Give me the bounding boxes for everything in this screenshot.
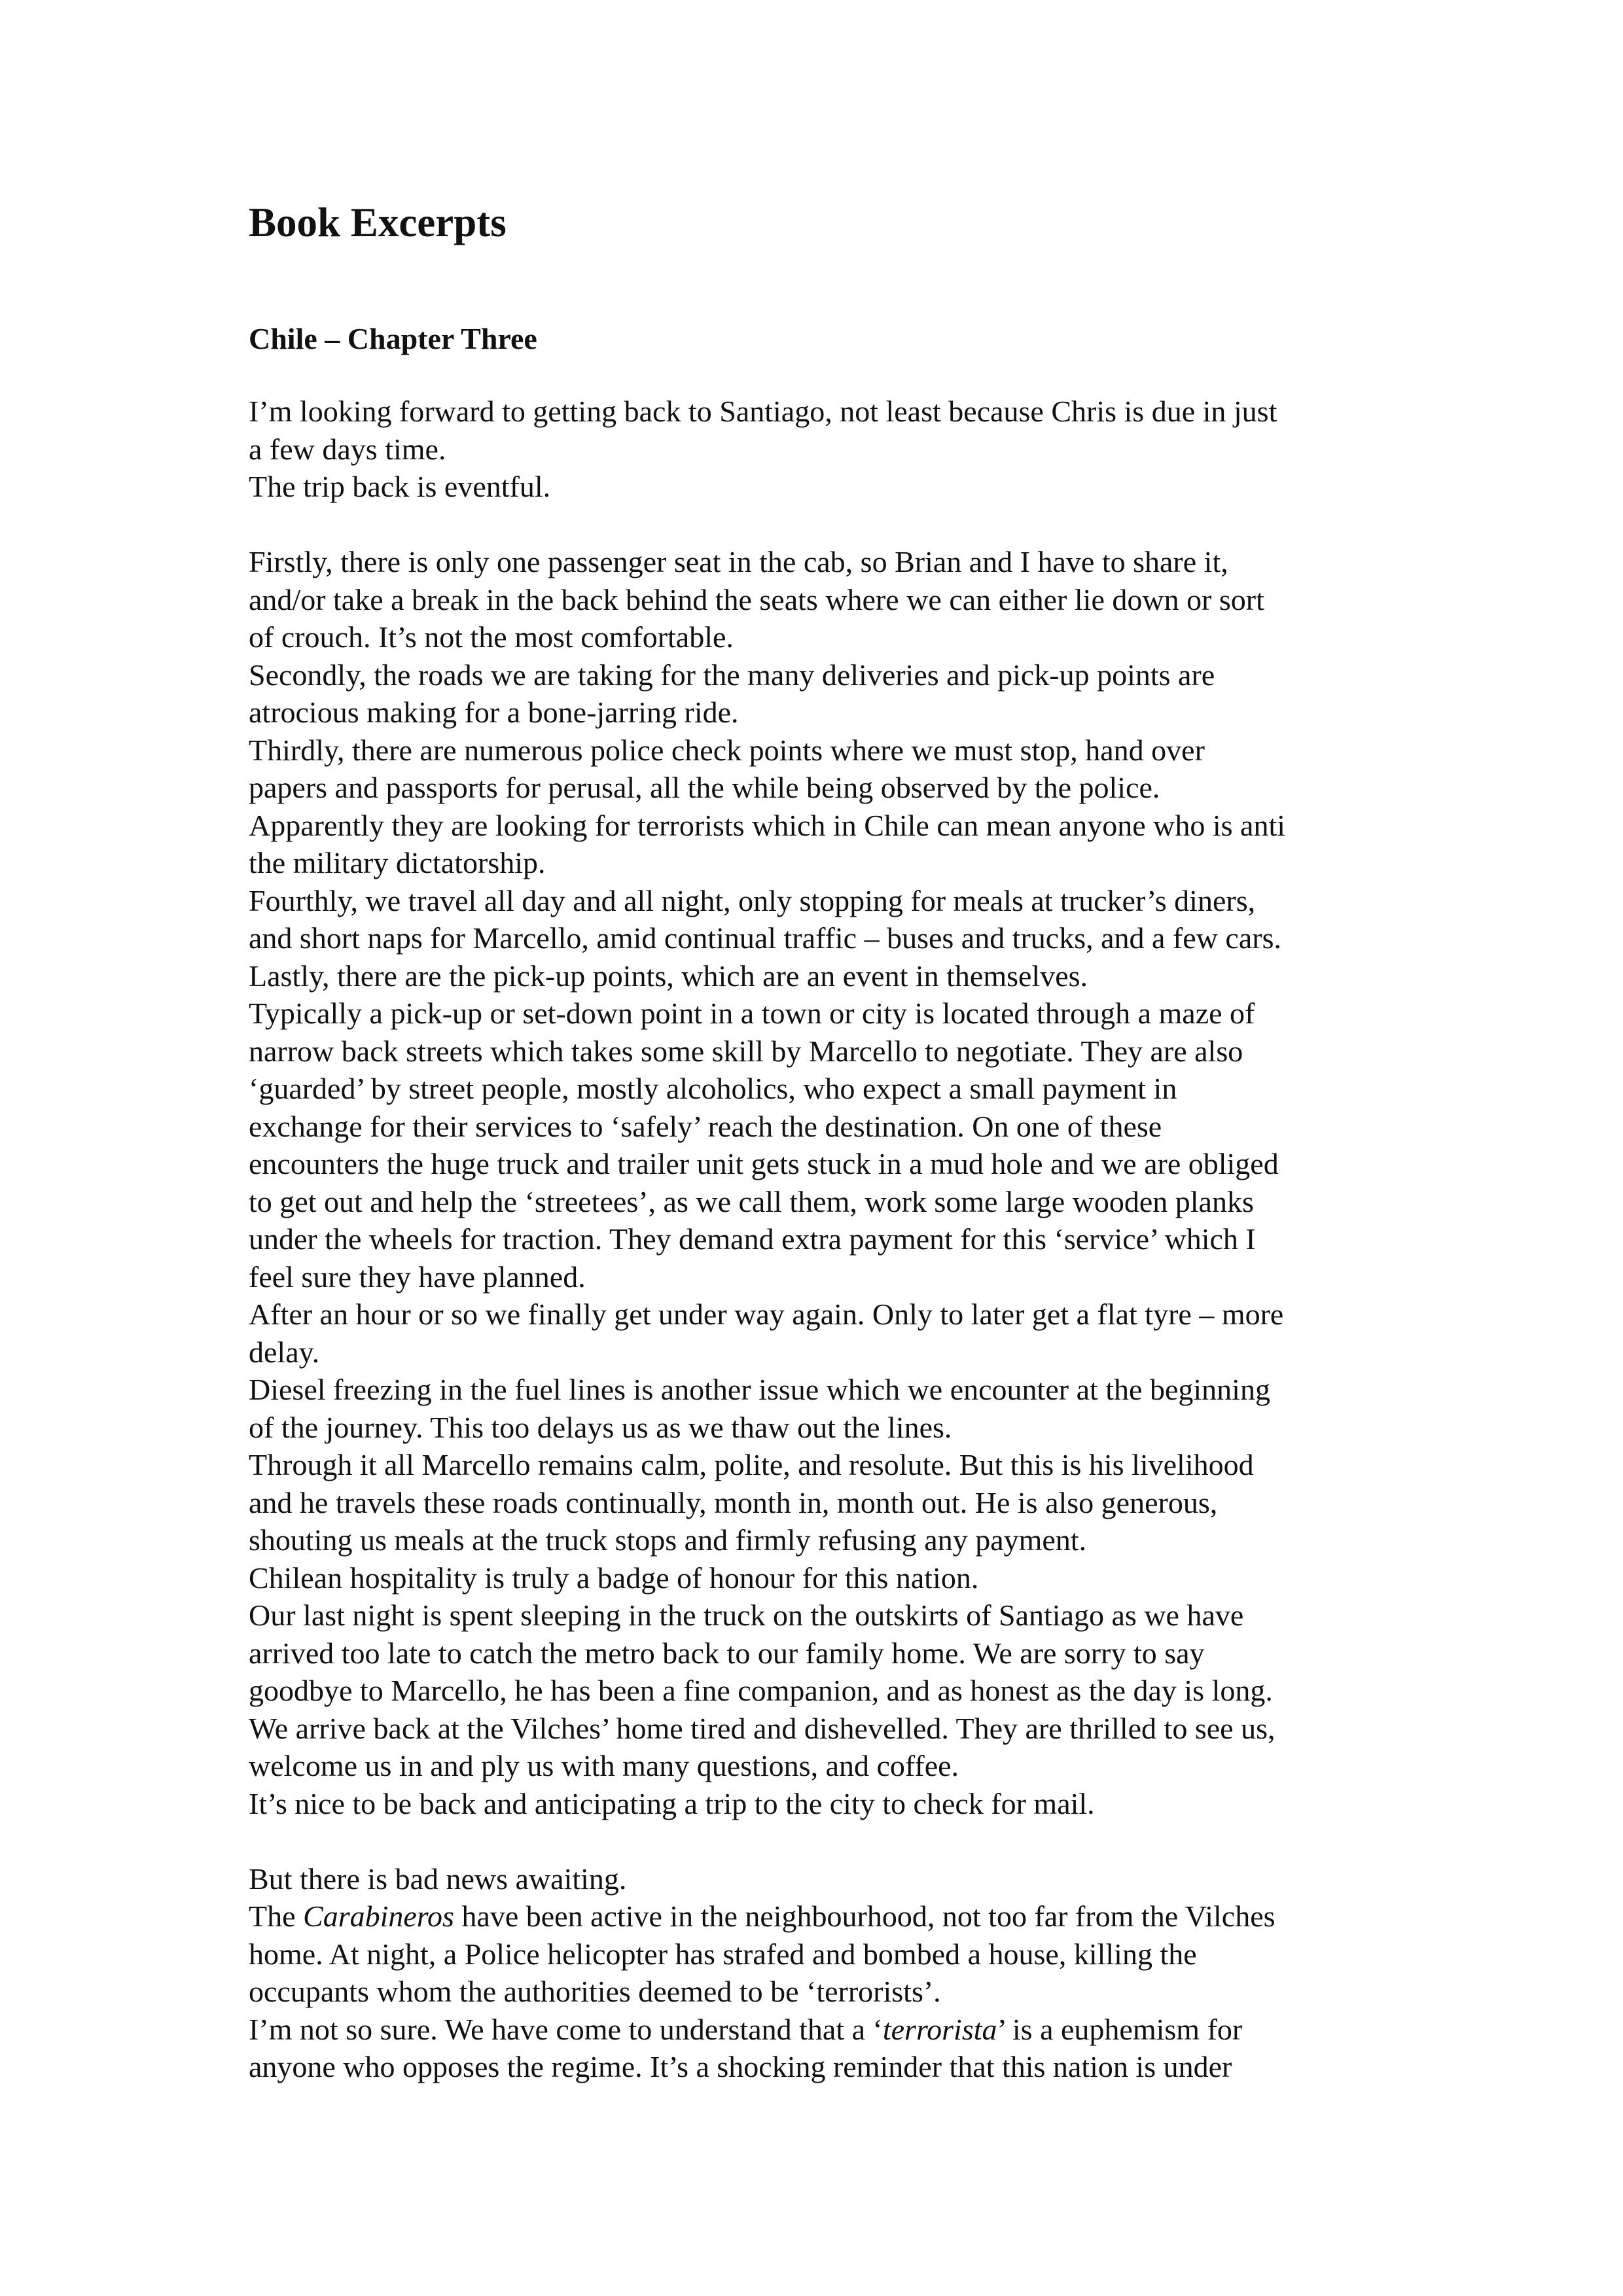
italic-term-terrorista: terrorista xyxy=(882,2012,997,2046)
text-line: exchange for their services to ‘safely’ reach the destination. On one of these xyxy=(249,1109,1162,1143)
text-line: of crouch. It’s not the most comfortable. xyxy=(249,620,734,654)
text-line: home. At night, a Police helicopter has strafed and bombed a house, killing the xyxy=(249,1937,1197,1971)
text-line: arrived too late to catch the metro back to our family home. We are sorry to say xyxy=(249,1636,1205,1670)
text-line: feel sure they have planned. xyxy=(249,1260,586,1294)
text-line: atrocious making for a bone-jarring ride. xyxy=(249,696,739,729)
italic-term-carabineros: Carabineros xyxy=(303,1899,454,1933)
text-line: anyone who opposes the regime. It’s a shocking reminder that this nation is under xyxy=(249,2050,1232,2083)
page-title: Book Excerpts xyxy=(249,200,507,245)
text-line: encounters the huge truck and trailer unit gets stuck in a mud hole and we are obliged xyxy=(249,1147,1279,1180)
text-line: Fourthly, we travel all day and all night, only stopping for meals at trucker’s diners, xyxy=(249,883,1256,917)
paragraph-break xyxy=(249,506,1400,544)
text-line: It’s nice to be back and anticipating a trip to the city to check for mail. xyxy=(249,1786,1095,1820)
text-fragment: ’ is a euphemism for xyxy=(997,2012,1243,2046)
paragraph-break xyxy=(249,1822,1400,1860)
text-line: We arrive back at the Vilches’ home tired and dishevelled. They are thrilled to see us, xyxy=(249,1711,1275,1745)
text-line: and/or take a break in the back behind the seats where we can either lie down or sort xyxy=(249,582,1264,616)
text-line-carabineros xyxy=(249,1898,1400,1935)
body-text xyxy=(249,393,1400,2086)
text-line: shouting us meals at the truck stops and firmly refusing any payment. xyxy=(249,1523,1087,1557)
text-line: I’m looking forward to getting back to Santiago, not least because Chris is due in just xyxy=(249,395,1277,428)
text-line: of the journey. This too delays us as we thaw out the lines. xyxy=(249,1410,952,1444)
text-line: a few days time. xyxy=(249,432,446,466)
text-line: delay. xyxy=(249,1335,320,1369)
text-line: Diesel freezing in the fuel lines is another issue which we encounter at the beginning xyxy=(249,1373,1270,1406)
text-line: welcome us in and ply us with many questions, and coffee. xyxy=(249,1749,959,1782)
text-line: Chilean hospitality is truly a badge of honour for this nation. xyxy=(249,1561,979,1595)
text-line: Secondly, the roads we are taking for the many deliveries and pick-up points are xyxy=(249,658,1215,692)
text-line: After an hour or so we finally get under way again. Only to later get a flat tyre – more xyxy=(249,1298,1284,1331)
text-line: to get out and help the ‘streetees’, as we call them, work some large wooden planks xyxy=(249,1184,1254,1218)
text-line: papers and passports for perusal, all the while being observed by the police. xyxy=(249,771,1160,804)
body-lines xyxy=(249,393,1400,1898)
text-line: goodbye to Marcello, he has been a fine companion, and as honest as the day is long. xyxy=(249,1674,1273,1707)
text-fragment: I’m not so sure. We have come to understand that a ‘ xyxy=(249,2012,883,2046)
text-fragment: The xyxy=(249,1899,304,1933)
text-line: Apparently they are looking for terrorists which in Chile can mean anyone who is anti xyxy=(249,808,1286,842)
text-line: the military dictatorship. xyxy=(249,846,546,879)
text-line: and short naps for Marcello, amid continual traffic – buses and trucks, and a few cars. xyxy=(249,921,1281,955)
text-line: Firstly, there is only one passenger seat in the cab, so Brian and I have to share it, xyxy=(249,545,1228,578)
text-line: The trip back is eventful. xyxy=(249,470,551,503)
text-line: Typically a pick-up or set-down point in a town or city is located through a maze of xyxy=(249,997,1255,1030)
text-line: Through it all Marcello remains calm, polite, and resolute. But this is his livelihood xyxy=(249,1448,1254,1481)
text-fragment: have been active in the neighbourhood, not too far from the Vilches xyxy=(454,1899,1275,1933)
text-line: Our last night is spent sleeping in the truck on the outskirts of Santiago as we have xyxy=(249,1598,1244,1632)
text-line: Thirdly, there are numerous police check points where we must stop, hand over xyxy=(249,733,1205,767)
text-line: But there is bad news awaiting. xyxy=(249,1862,627,1896)
text-line: occupants whom the authorities deemed to be ‘terrorists’. xyxy=(249,1975,941,2008)
text-line: under the wheels for traction. They demand extra payment for this ‘service’ which I xyxy=(249,1222,1256,1256)
text-line: and he travels these roads continually, month in, month out. He is also generous, xyxy=(249,1485,1218,1519)
text-line-terrorista xyxy=(249,2011,1400,2049)
text-line: Lastly, there are the pick-up points, which are an event in themselves. xyxy=(249,959,1088,993)
chapter-title: Chile – Chapter Three xyxy=(249,322,537,355)
text-line: narrow back streets which takes some skill by Marcello to negotiate. They are also xyxy=(249,1034,1243,1068)
text-line: ‘guarded’ by street people, mostly alcoholics, who expect a small payment in xyxy=(249,1072,1177,1105)
